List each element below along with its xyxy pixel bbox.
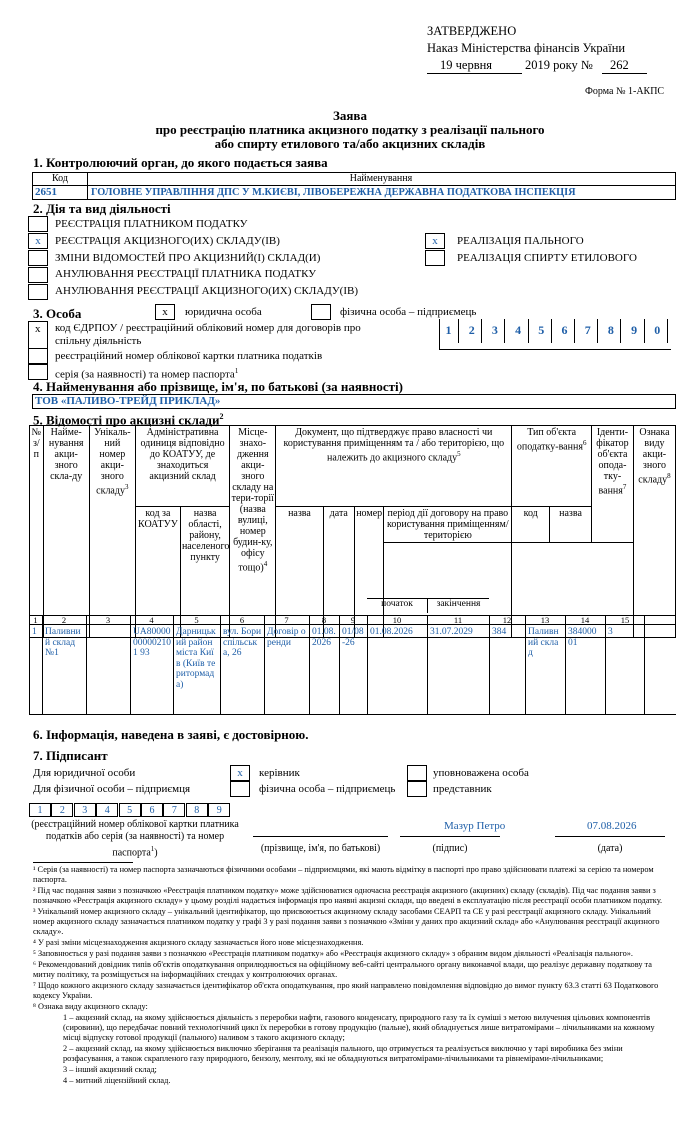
col-period-end: закінчення <box>427 598 489 613</box>
act-fuel-sales: РЕАЛІЗАЦІЯ ПАЛЬНОГО <box>457 235 584 247</box>
payer-name: ТОВ «ПАЛИВО-ТРЕЙД ПРИКЛАД» <box>35 395 221 407</box>
footnote: ¹ Серія (за наявності) та номер паспорта зазначаються фізичними особами – підприємцями, які мають відмітку в паспорті про право здійснювати платежі за серією та номером паспорта. <box>33 865 654 884</box>
checkbox-passport[interactable] <box>28 364 48 380</box>
order-year: 2019 року № <box>525 58 593 72</box>
fop-signer-label: фізична особа – підприємець <box>259 783 396 795</box>
column-number: 14 <box>580 616 590 625</box>
caption-name: (прізвище, ім'я, по батькові) <box>260 843 381 854</box>
column-number: 9 <box>350 616 356 625</box>
director-label: керівник <box>259 767 300 779</box>
signer-name: Мазур Петро <box>444 820 506 832</box>
column-number: 13 <box>540 616 550 625</box>
footnote: ⁶ Рекомендований довідник типів об'єктів оподаткування оприлюднюється на офіційному веб-сайті центрального органу виконавчої влади, що реалізує державну податкову та митну політику, та розміщується на інформаційних стендах у контролюючих органах. <box>33 960 652 979</box>
footnote: 4 – митний ліцензійний склад. <box>63 1076 171 1085</box>
row-ident: 384000 01 <box>568 627 597 648</box>
col-type-code: код <box>512 507 550 543</box>
act-alcohol-sales: РЕАЛІЗАЦІЯ СПИРТУ ЕТИЛОВОГО <box>457 252 637 264</box>
row-doc-date: 01.08.2026 <box>312 627 336 648</box>
col-period: період дії договору на право користування приміщенням/ територією <box>384 507 512 543</box>
card-caption-text: (реєстраційний номер облікової картки платника податків або серія (за наявності) та номер паспорта <box>31 819 239 859</box>
checkbox-fop-signer[interactable] <box>230 781 250 797</box>
caption-signature: (підпис) <box>432 843 468 854</box>
col-doc-date: дата <box>323 507 354 638</box>
signer-card-digit: 3 <box>74 803 96 817</box>
edrpou-digit: 1 <box>439 319 459 343</box>
for-physical-label: Для фізичної особи – підприємця <box>33 783 191 795</box>
card-caption <box>30 819 240 859</box>
s2-title: 2. Дія та вид діяльності <box>33 201 171 216</box>
footnote: ⁷ Щодо кожного акцизного складу зазначається ідентифікатор об'єкта оподаткування, про який направлено повідомлення відповідно до вимог пункту 63.3 статті 63 Податкового кодексу України. <box>33 981 659 1000</box>
checkbox-fuel-sales[interactable]: x <box>425 233 445 249</box>
column-number: 15 <box>620 616 630 625</box>
row-num: 1 <box>32 627 37 637</box>
checkbox-change-info[interactable] <box>28 250 48 266</box>
s4-title: 4. Найменування або прізвище, ім'я, по батькові (за наявності) <box>33 379 403 394</box>
authorized-label: уповноважена особа <box>433 767 529 779</box>
edrpou-digit: 9 <box>625 319 645 343</box>
column-number: 8 <box>321 616 327 625</box>
column-number: 2 <box>61 616 67 625</box>
doc-title: Заява <box>333 108 367 123</box>
edrpou-label: код ЄДРПОУ / реєстраційний обліковий номер для договорів про спільну діяльність <box>55 322 361 347</box>
s5-title-text: 5. Відомості про акцизні склади <box>33 412 220 428</box>
column-number: 3 <box>105 616 111 625</box>
footnote: 2 – акцизний склад, на якому здійснюється виключно зберігання та реалізація пального, що отримується та реалізується виключно у тарі виробника без зміни розфасування, а також скрапленого газу природного, бензолу, ментолу, які не обладнуються витратомірами-лічильниками та рівнемірами-лічильниками; <box>63 1044 623 1063</box>
column-number: 12 <box>502 616 512 625</box>
legal-entity-label: юридична особа <box>185 306 262 318</box>
checkbox-authorized[interactable] <box>407 765 427 781</box>
column-number: 7 <box>284 616 289 625</box>
footnote: ⁴ У разі зміни місцезнаходження акцизного складу зазначається його нове місцезнаходження. <box>33 938 364 947</box>
col-period-start: початок <box>367 598 427 613</box>
checkbox-card-number[interactable] <box>28 348 48 364</box>
authority-table <box>32 172 676 200</box>
footnote: 3 – інший акцизний склад; <box>63 1065 157 1074</box>
edrpou-digit: 2 <box>462 319 482 343</box>
edrpou-digit: 3 <box>485 319 505 343</box>
checkbox-representative[interactable] <box>407 781 427 797</box>
passport-label-text: серія (за наявності) та номер паспорта <box>55 368 235 381</box>
col-kind-sup: 8 <box>667 472 671 480</box>
signer-card-digit: 5 <box>119 803 141 817</box>
order-date: 19 червня <box>440 58 493 72</box>
signer-card-digit: 7 <box>163 803 185 817</box>
s6-title: 6. Інформація, наведена в заяві, є достовірною. <box>33 727 309 742</box>
name-header: Найменування <box>349 173 413 184</box>
row-area: Дарницький район міста Київ (Київ територмада) <box>176 627 216 690</box>
column-number: 4 <box>149 616 154 625</box>
authority-name: ГОЛОВНЕ УПРАВЛІННЯ ДПС У М.КИЄВІ, ЛІВОБЕРЕЖНА ДЕРЖАВНА ПОДАТКОВА ІНСПЕКЦІЯ <box>91 187 576 198</box>
physical-person-label: фізична особа – підприємець <box>340 306 477 318</box>
checkbox-cancel-warehouse[interactable] <box>28 284 48 300</box>
s1-title: 1. Контролюючий орган, до якого подається заява <box>33 155 328 170</box>
edrpou-digit: 4 <box>509 319 529 343</box>
col-address-text: Місце-знахо-дження акци-зного складу на тери-торії (назва вулиці, номер будин-ку, офісу тощо) <box>231 427 274 574</box>
col-kind-text: Ознака виду акци-зного складу <box>638 427 670 486</box>
code-header: Код <box>52 173 68 184</box>
edrpou-digit: 6 <box>555 319 575 343</box>
footnote: ² Під час подання заяви з позначкою «Реєстрація платником податку» може здійснюватися одночасна реєстрація акцизного (акцизних) складу (складів). Під час подання заяви з позначкою «Реєстрація акцизного складу» у цьому розділі надається інформація про наявні акцизні склади, що введені в експлуатацію після реєстрації особи платником податку. <box>33 886 663 905</box>
column-number: 6 <box>239 616 245 625</box>
footnote: 1 – акцизний склад, на якому здійснюється діяльність з переробки нафти, газового конденсату, природного газу та їх суміші з метою вилучення цільових компонентів (сировини), що передбачає повний технологічний цикл їх переробки в готову продукцію (пальне), який обладнується лише витратомірами – лічильниками на кожному місці відпуску готової продукції (пального) наливом з такого акцизного складу; <box>63 1013 655 1042</box>
card-caption-end: ) <box>154 847 158 859</box>
checkbox-legal-entity[interactable]: x <box>155 304 175 320</box>
col-num-header: № з/п <box>30 426 44 638</box>
col-type-text: Тип об'єкта оподатку-вання <box>516 427 583 453</box>
col-type-name: назва <box>550 507 592 543</box>
edrpou-digit: 5 <box>532 319 552 343</box>
signer-card-digit: 4 <box>96 803 118 817</box>
signer-card-digit: 2 <box>51 803 73 817</box>
col-type-header <box>512 426 592 507</box>
approved-label: ЗАТВЕРДЖЕНО <box>427 24 517 38</box>
col-type-sup: 6 <box>582 439 587 447</box>
col-unique-sup: 3 <box>124 483 129 491</box>
opt-change-info: ЗМІНИ ВІДОМОСТЕЙ ПРО АКЦИЗНИЙ(І) СКЛАД(И) <box>55 252 321 264</box>
representative-label: представник <box>433 783 492 795</box>
col-unique-text: Унікаль-ний номер акци-зного складу <box>94 427 131 497</box>
row-address: вул. Бориспільська, 26 <box>223 627 262 658</box>
signer-card-digit: 8 <box>186 803 208 817</box>
doc-title-line3: або спирту етилового та/або акцизних складів <box>214 136 486 151</box>
form-label: Форма № 1-АКПС <box>585 86 665 97</box>
order-number: 262 <box>610 58 629 72</box>
caption-date: (дата) <box>597 843 623 854</box>
opt-register-payer: РЕЄСТРАЦІЯ ПЛАТНИКОМ ПОДАТКУ <box>55 218 248 230</box>
col-ident-text: Іденти-фікатор об'єкта опода-тку-вання <box>596 427 629 497</box>
edrpou-digit: 0 <box>648 319 668 343</box>
col-koatuu-header: Адміністративна одиниця відповідно до КОАТУУ, де знаходиться акцизний склад <box>135 426 229 507</box>
row-type-name: Паливний склад <box>528 627 559 658</box>
footnote: ⁸ Ознака виду акцизного складу: <box>33 1002 148 1011</box>
row-koatuu: UA80000000002101 93 <box>133 627 171 658</box>
card-caption-sup: 1 <box>150 845 155 853</box>
footnote: ⁵ Заповнюється у разі подання заяви з позначкою «Реєстрація платником податку» або «Реєстрація акцизного складу» з обраним видом діяльності «Реалізація пального». <box>33 949 633 958</box>
column-number: 1 <box>33 616 38 625</box>
row-name: Паливний склад №1 <box>45 627 81 658</box>
col-doc-sup: 5 <box>457 450 461 458</box>
column-number: 10 <box>392 616 402 625</box>
row-unique <box>89 627 128 713</box>
row-kind: 3 <box>608 627 613 637</box>
s5-sup: 2 <box>219 412 224 421</box>
checkbox-physical-person[interactable] <box>311 304 331 320</box>
s3-title: 3. Особа <box>33 306 82 321</box>
column-number: 11 <box>453 616 463 625</box>
row-doc-number: 01/08-26 <box>342 627 364 648</box>
footnote: ³ Унікальний номер акцизного складу – унікальний ідентифікатор, що присвоюється акцизному складу засобами СЕАРП та СЕ у разі реєстрації акцизного складу. Унікальний номер акцизного складу зазначається платником податку у графі 3 у разі подання заяви з позначкою «Зміни у даних про акцизний склад» або «Анулювання реєстрації акцизного складу». <box>33 907 660 936</box>
col-doc-name: назва <box>276 507 323 638</box>
row-end: 31.07.2029 <box>430 627 473 637</box>
signer-card-digit: 9 <box>208 803 230 817</box>
footnotes <box>33 865 670 1087</box>
card-number-label: реєстраційний номер облікової картки платника податків <box>55 350 323 362</box>
checkbox-director[interactable]: x <box>230 765 250 781</box>
sign-date: 07.08.2026 <box>587 820 637 832</box>
row-doc-name: Договір оренди <box>267 627 306 648</box>
col-doc-text: Документ, що підтверджує право власності чи користування приміщенням та / або територією, що належить до акцизного складу <box>283 427 505 464</box>
name-field <box>32 394 676 409</box>
checkbox-register-payer[interactable] <box>28 216 48 232</box>
col-address-sup: 4 <box>263 560 268 568</box>
opt-register-warehouse: РЕЄСТРАЦІЯ АКЦИЗНОГО(ИХ) СКЛАДУ(ІВ) <box>55 235 280 247</box>
row-type-code: 384 <box>492 627 507 637</box>
col-koatuu-code: код за КОАТУУ <box>135 507 180 638</box>
col-koatuu-name: назва області, району, населеного пункту <box>180 507 229 638</box>
col-doc-header <box>276 426 512 507</box>
checkbox-register-warehouse[interactable]: x <box>28 233 48 249</box>
col-ident-header <box>592 426 634 543</box>
col-ident-sup: 7 <box>622 483 627 491</box>
checkbox-alcohol-sales[interactable] <box>425 250 445 266</box>
table-body <box>29 598 676 715</box>
passport-sup: 1 <box>234 367 239 375</box>
checkbox-edrpou[interactable]: x <box>28 321 48 349</box>
opt-cancel-warehouse: АНУЛЮВАННЯ РЕЄСТРАЦІЇ АКЦИЗНОГО(ИХ) СКЛАДУ(ІВ) <box>55 285 358 297</box>
column-number: 5 <box>194 616 199 625</box>
s7-title: 7. Підписант <box>33 748 108 763</box>
edrpou-digit: 7 <box>578 319 598 343</box>
checkbox-cancel-payer[interactable] <box>28 267 48 283</box>
edrpou-digit: 8 <box>601 319 621 343</box>
col-doc-number: номер <box>355 507 384 638</box>
row-start: 01.08.2026 <box>370 627 413 637</box>
signer-card-digit: 6 <box>141 803 163 817</box>
signer-card-digit: 1 <box>29 803 51 817</box>
opt-cancel-payer: АНУЛЮВАННЯ РЕЄСТРАЦІЇ ПЛАТНИКА ПОДАТКУ <box>55 268 317 280</box>
for-legal-label: Для юридичної особи <box>33 767 136 779</box>
col-name-header: Найме-нування акци-зного скла-ду <box>43 426 89 638</box>
doc-title-line2: про реєстрацію платника акцизного податку з реалізації пального <box>155 122 545 137</box>
order-label: Наказ Міністерства фінансів України <box>427 41 626 55</box>
authority-code: 2651 <box>35 186 57 198</box>
